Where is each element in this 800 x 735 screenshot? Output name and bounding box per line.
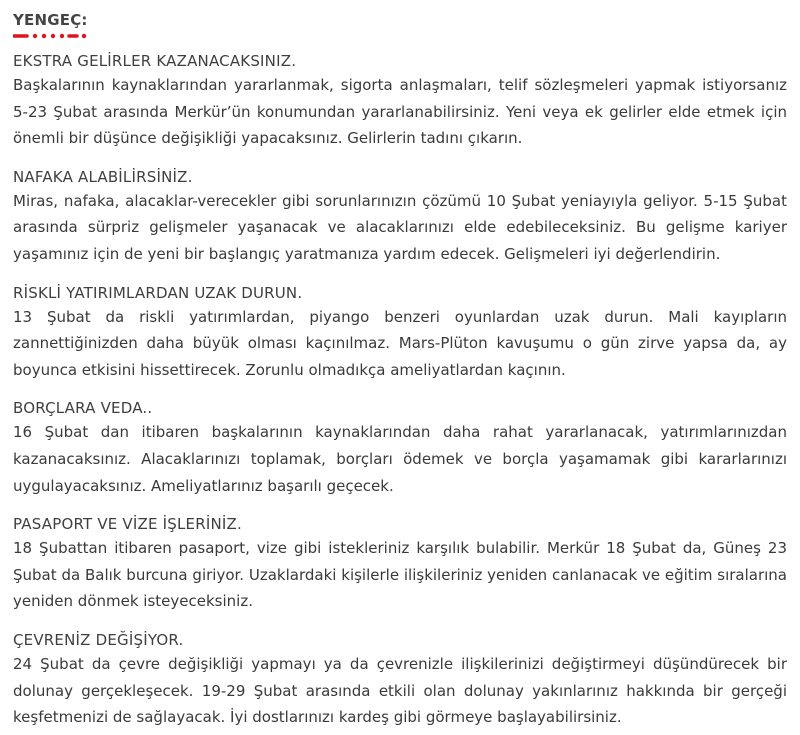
section-body: Başkalarının kaynaklarından yararlanmak, sigorta anlaşmaları, telif sözleşmeleri yapmak istiyorsanız 5-23 Şubat arasında Merkür’ün konumundan yararlanabilirsiniz. Yeni veya ek gelirler elde etmek için önemli bir düşünce değişikliği yapacaksınız. Gelirlerin tadını çıkarın. [13,76,787,148]
sign-title: YENGEÇ: [13,11,88,29]
section-body: 24 Şubat da çevre değişikliği yapmayı ya da çevrenizle ilişkilerinizi değiştirmeyi düşündürecek bir dolunay gerçekleşecek. 19-29 Şubat arasında etkili olan dolunay yakınlarınız hakkında bir gerçeği keşfetmenizi de sağlayacak. İyi dostlarınızı kardeş gibi görmeye başlayabilirsiniz. [13,654,787,727]
section-body: Miras, nafaka, alacaklar-verecekler gibi sorunlarınızın çözümü 10 Şubat yeniayıyla geliyor. 5-15 Şubat arasında sürpriz gelişmeler yaşanacak ve alacaklarınızı elde edebileceksiniz. Bu gelişme kariyer yaşamınız için de yeni bir başlangıç yaratmanıza yardım edecek. Gelişmeleri iyi değerlendirin. [13,191,787,263]
section-environment [13,629,787,731]
section-heading: ÇEVRENİZ DEĞİŞİYOR. [13,630,184,649]
section-heading: NAFAKA ALABİLİRSİNİZ. [13,167,193,186]
dotted-underline-graphic [13,32,88,40]
section-heading: PASAPORT VE VİZE İŞLERİNİZ. [13,515,242,534]
section-risky-investments [13,282,787,384]
section-body: 18 Şubattan itibaren pasaport, vize gibi istekleriniz karşılık bulabilir. Merkür 18 Şubat da, Güneş 23 Şubat da Balık burcuna giriyor. Uzaklardaki kişilerle ilişkileriniz yeniden canlanacak ve eğitim sıralarına yeniden dönmek isteyeceksiniz. [13,539,787,611]
section-alimony [13,166,787,268]
section-body: 16 Şubat dan itibaren başkalarının kaynaklarından daha rahat yararlanacak, yatırımlarınızdan kazanacaksınız. Alacaklarınızı toplamak, borçları ödemek ve borçla yaşamamak gibi kararlarınızı uygulayacaksınız. Ameliyatlarınız başarılı geçecek. [13,423,787,495]
section-debts [13,397,787,499]
section-heading: EKSTRA GELİRLER KAZANACAKSINIZ. [13,52,297,70]
section-extra-income [13,50,787,152]
section-body: 13 Şubat da riskli yatırımlardan, piyango benzeri oyunlardan uzak durun. Mali kayıpların zannettiğinizden daha büyük olması kaçınılmaz. Mars-Plüton kavuşumu o gün zirve yapsa da, ay boyunca etkisini hissettirecek. Zorunlu olmadıkça ameliyatlardan kaçının. [13,307,787,379]
section-heading: BORÇLARA VEDA.. [13,399,153,418]
section-passport-visa [13,513,787,615]
title-dotted-underline [13,32,88,40]
section-heading: RİSKLİ YATIRIMLARDAN UZAK DURUN. [13,283,303,302]
